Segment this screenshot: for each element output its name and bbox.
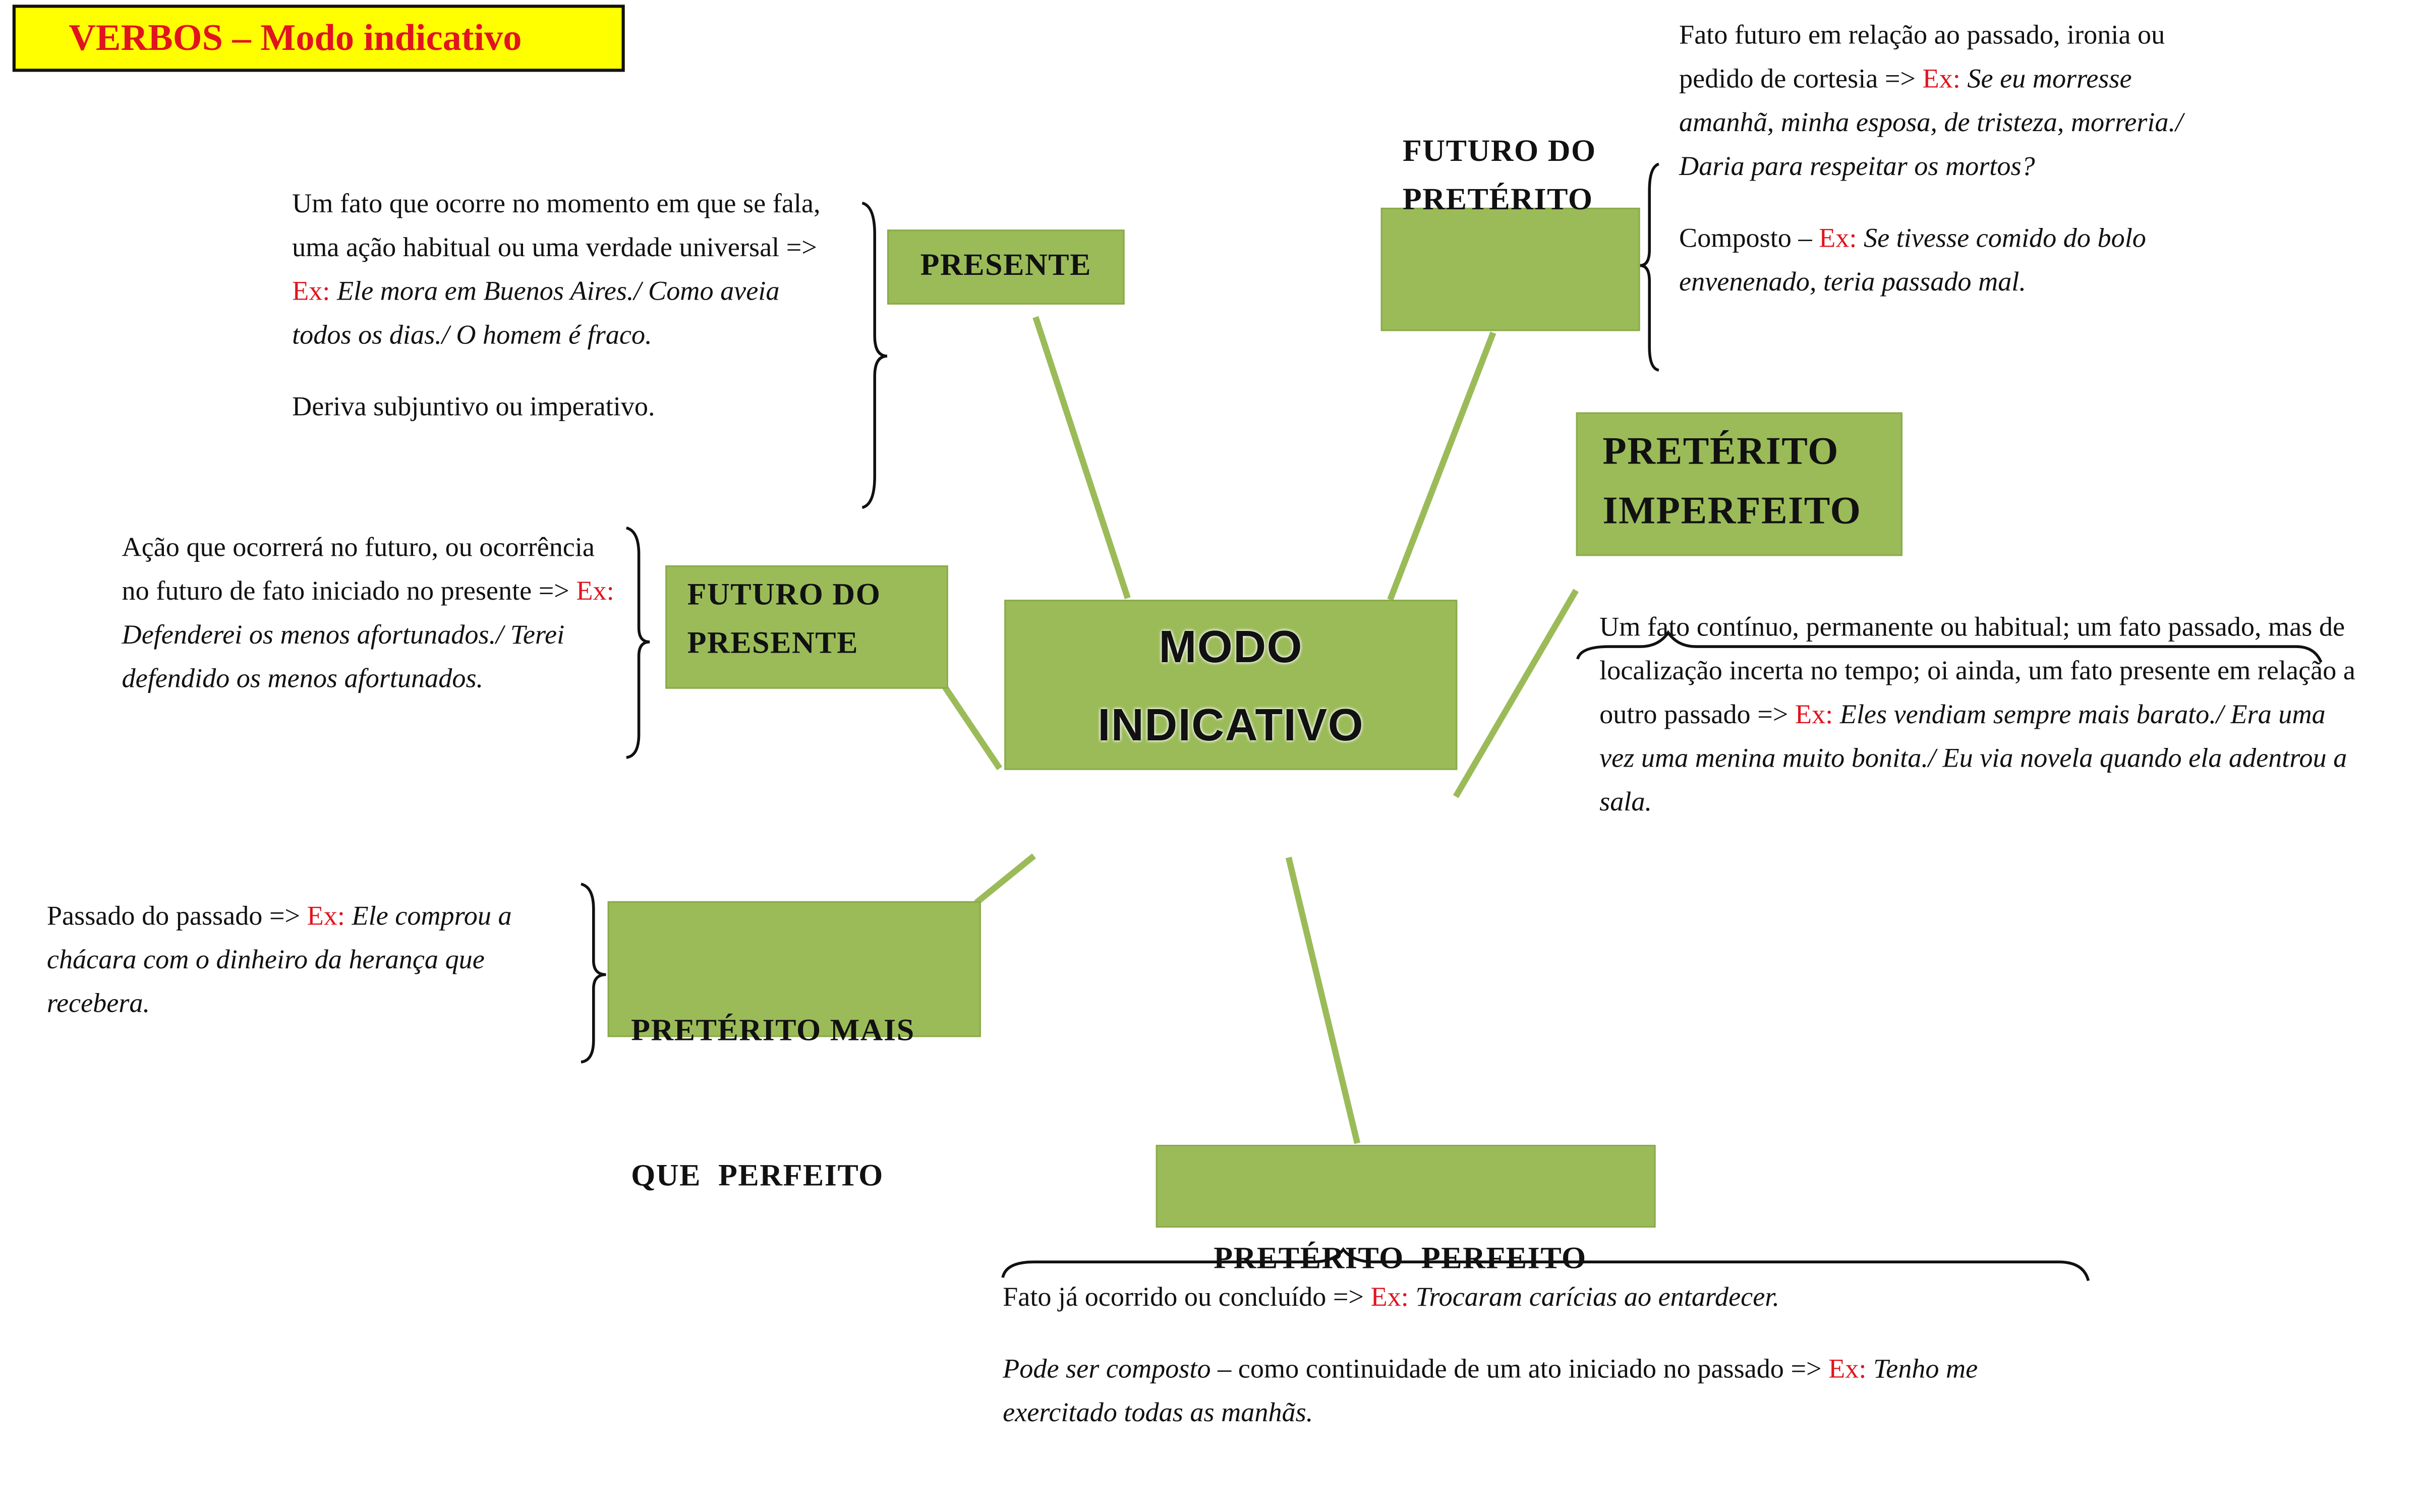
label-line: PRETÉRITO — [1402, 183, 1593, 217]
center-line-2: INDICATIVO — [1098, 701, 1364, 751]
desc-imperfeito — [1599, 604, 2357, 851]
example-label: Ex: — [292, 275, 330, 306]
node-preterito-mais-que-perfeito — [608, 901, 981, 1193]
page-title: VERBOS – Modo indicativo — [13, 5, 625, 72]
connector-futuro-presente — [945, 687, 1000, 769]
desc-futuro-preterito — [1679, 13, 2218, 331]
example-label: Ex: — [1370, 1281, 1409, 1312]
node-futuro-preterito-label — [1403, 128, 1596, 225]
desc-text: Passado do passado => — [46, 899, 307, 931]
example-label: Ex: — [576, 574, 614, 606]
desc-futuro-presente — [122, 525, 619, 728]
brace-mais-que-perfeito — [581, 884, 606, 1062]
label-line: PRETÉRITO — [1602, 431, 1839, 474]
node-modo-indicativo — [1004, 600, 1457, 770]
example-label: Ex: — [1828, 1352, 1867, 1384]
desc-text: Composto – — [1679, 221, 1819, 253]
brace-presente — [862, 203, 887, 508]
example-text: Trocaram carícias ao entardecer. — [1408, 1281, 1779, 1312]
node-preterito-imperfeito — [1576, 413, 1903, 556]
label-line: QUE PERFEITO — [631, 1158, 884, 1193]
node-futuro-preterito — [1381, 208, 1640, 331]
desc-text: Ação que ocorrerá no futuro, ou ocorrência no futuro de fato iniciado no presente => — [122, 531, 595, 606]
desc-text-italic: Pode ser composto — [1003, 1352, 1211, 1384]
desc-presente — [292, 181, 839, 456]
node-perfeito-label: PRETÉRITO PERFEITO — [1214, 1241, 1587, 1276]
connector-imperfeito — [1456, 591, 1576, 797]
example-text: Tenho me exercitado todas as manhãs. — [1003, 1352, 1978, 1428]
example-label: Ex: — [1922, 62, 1961, 94]
example-text: Se eu morresse amanhã, minha esposa, de tristeza, morreria./ Daria para respeitar os mortos? — [1679, 62, 2183, 182]
connector-futuro-preterito — [1390, 333, 1493, 600]
desc-text: – como continuidade de um ato iniciado no passado => — [1210, 1352, 1829, 1384]
label-line: FUTURO DO — [1402, 134, 1596, 169]
brace-futuro-presente — [626, 528, 650, 758]
desc-text: Deriva subjuntivo ou imperativo. — [292, 390, 655, 422]
example-text: Ele mora em Buenos Aires./ Como aveia todos os dias./ O homem é fraco. — [292, 275, 780, 350]
example-text: Eles vendiam sempre mais barato./ Era uma vez uma menina muito bonita./ Eu via novela quando ela adentrou a sala. — [1599, 698, 2347, 817]
label-line: PRESENTE — [687, 626, 858, 661]
label-line: FUTURO DO — [687, 577, 881, 612]
example-text: Defenderei os menos afortunados./ Terei defendido os menos afortunados. — [122, 618, 565, 693]
center-line-1: MODO — [1159, 623, 1303, 673]
node-futuro-presente — [665, 565, 948, 689]
brace-futuro-preterito — [1640, 164, 1659, 370]
example-label: Ex: — [1795, 698, 1833, 730]
example-text: Ele comprou a chácara com o dinheiro da herança que recebera. — [46, 899, 512, 1019]
desc-text: Fato futuro em relação ao passado, ironia ou pedido de cortesia => — [1679, 19, 2165, 94]
label-line: IMPERFEITO — [1602, 490, 1862, 533]
desc-perfeito — [1003, 1274, 2065, 1462]
node-preterito-perfeito — [1156, 1145, 1656, 1276]
desc-text: Fato já ocorrido ou concluído => — [1003, 1281, 1371, 1312]
node-presente — [887, 229, 1125, 305]
node-presente-label: PRESENTE — [920, 248, 1092, 283]
connector-mais-que-perfeito — [976, 856, 1034, 903]
desc-text: Um fato que ocorre no momento em que se fala, uma ação habitual ou uma verdade universal => — [292, 187, 821, 263]
example-label: Ex: — [1819, 221, 1857, 253]
label-line: PRETÉRITO MAIS — [631, 1013, 915, 1048]
connector-perfeito — [1289, 857, 1357, 1143]
desc-mais-que-perfeito — [47, 893, 570, 1053]
example-label: Ex: — [307, 899, 345, 931]
example-text: Se tivesse comido do bolo envenenado, teria passado mal. — [1679, 221, 2146, 297]
desc-text: Um fato contínuo, permanente ou habitual; um fato passado, mas de localização incerta no tempo; oi ainda, um fato presente em relação a outro passado => — [1599, 610, 2355, 730]
connector-presente — [1035, 317, 1128, 598]
